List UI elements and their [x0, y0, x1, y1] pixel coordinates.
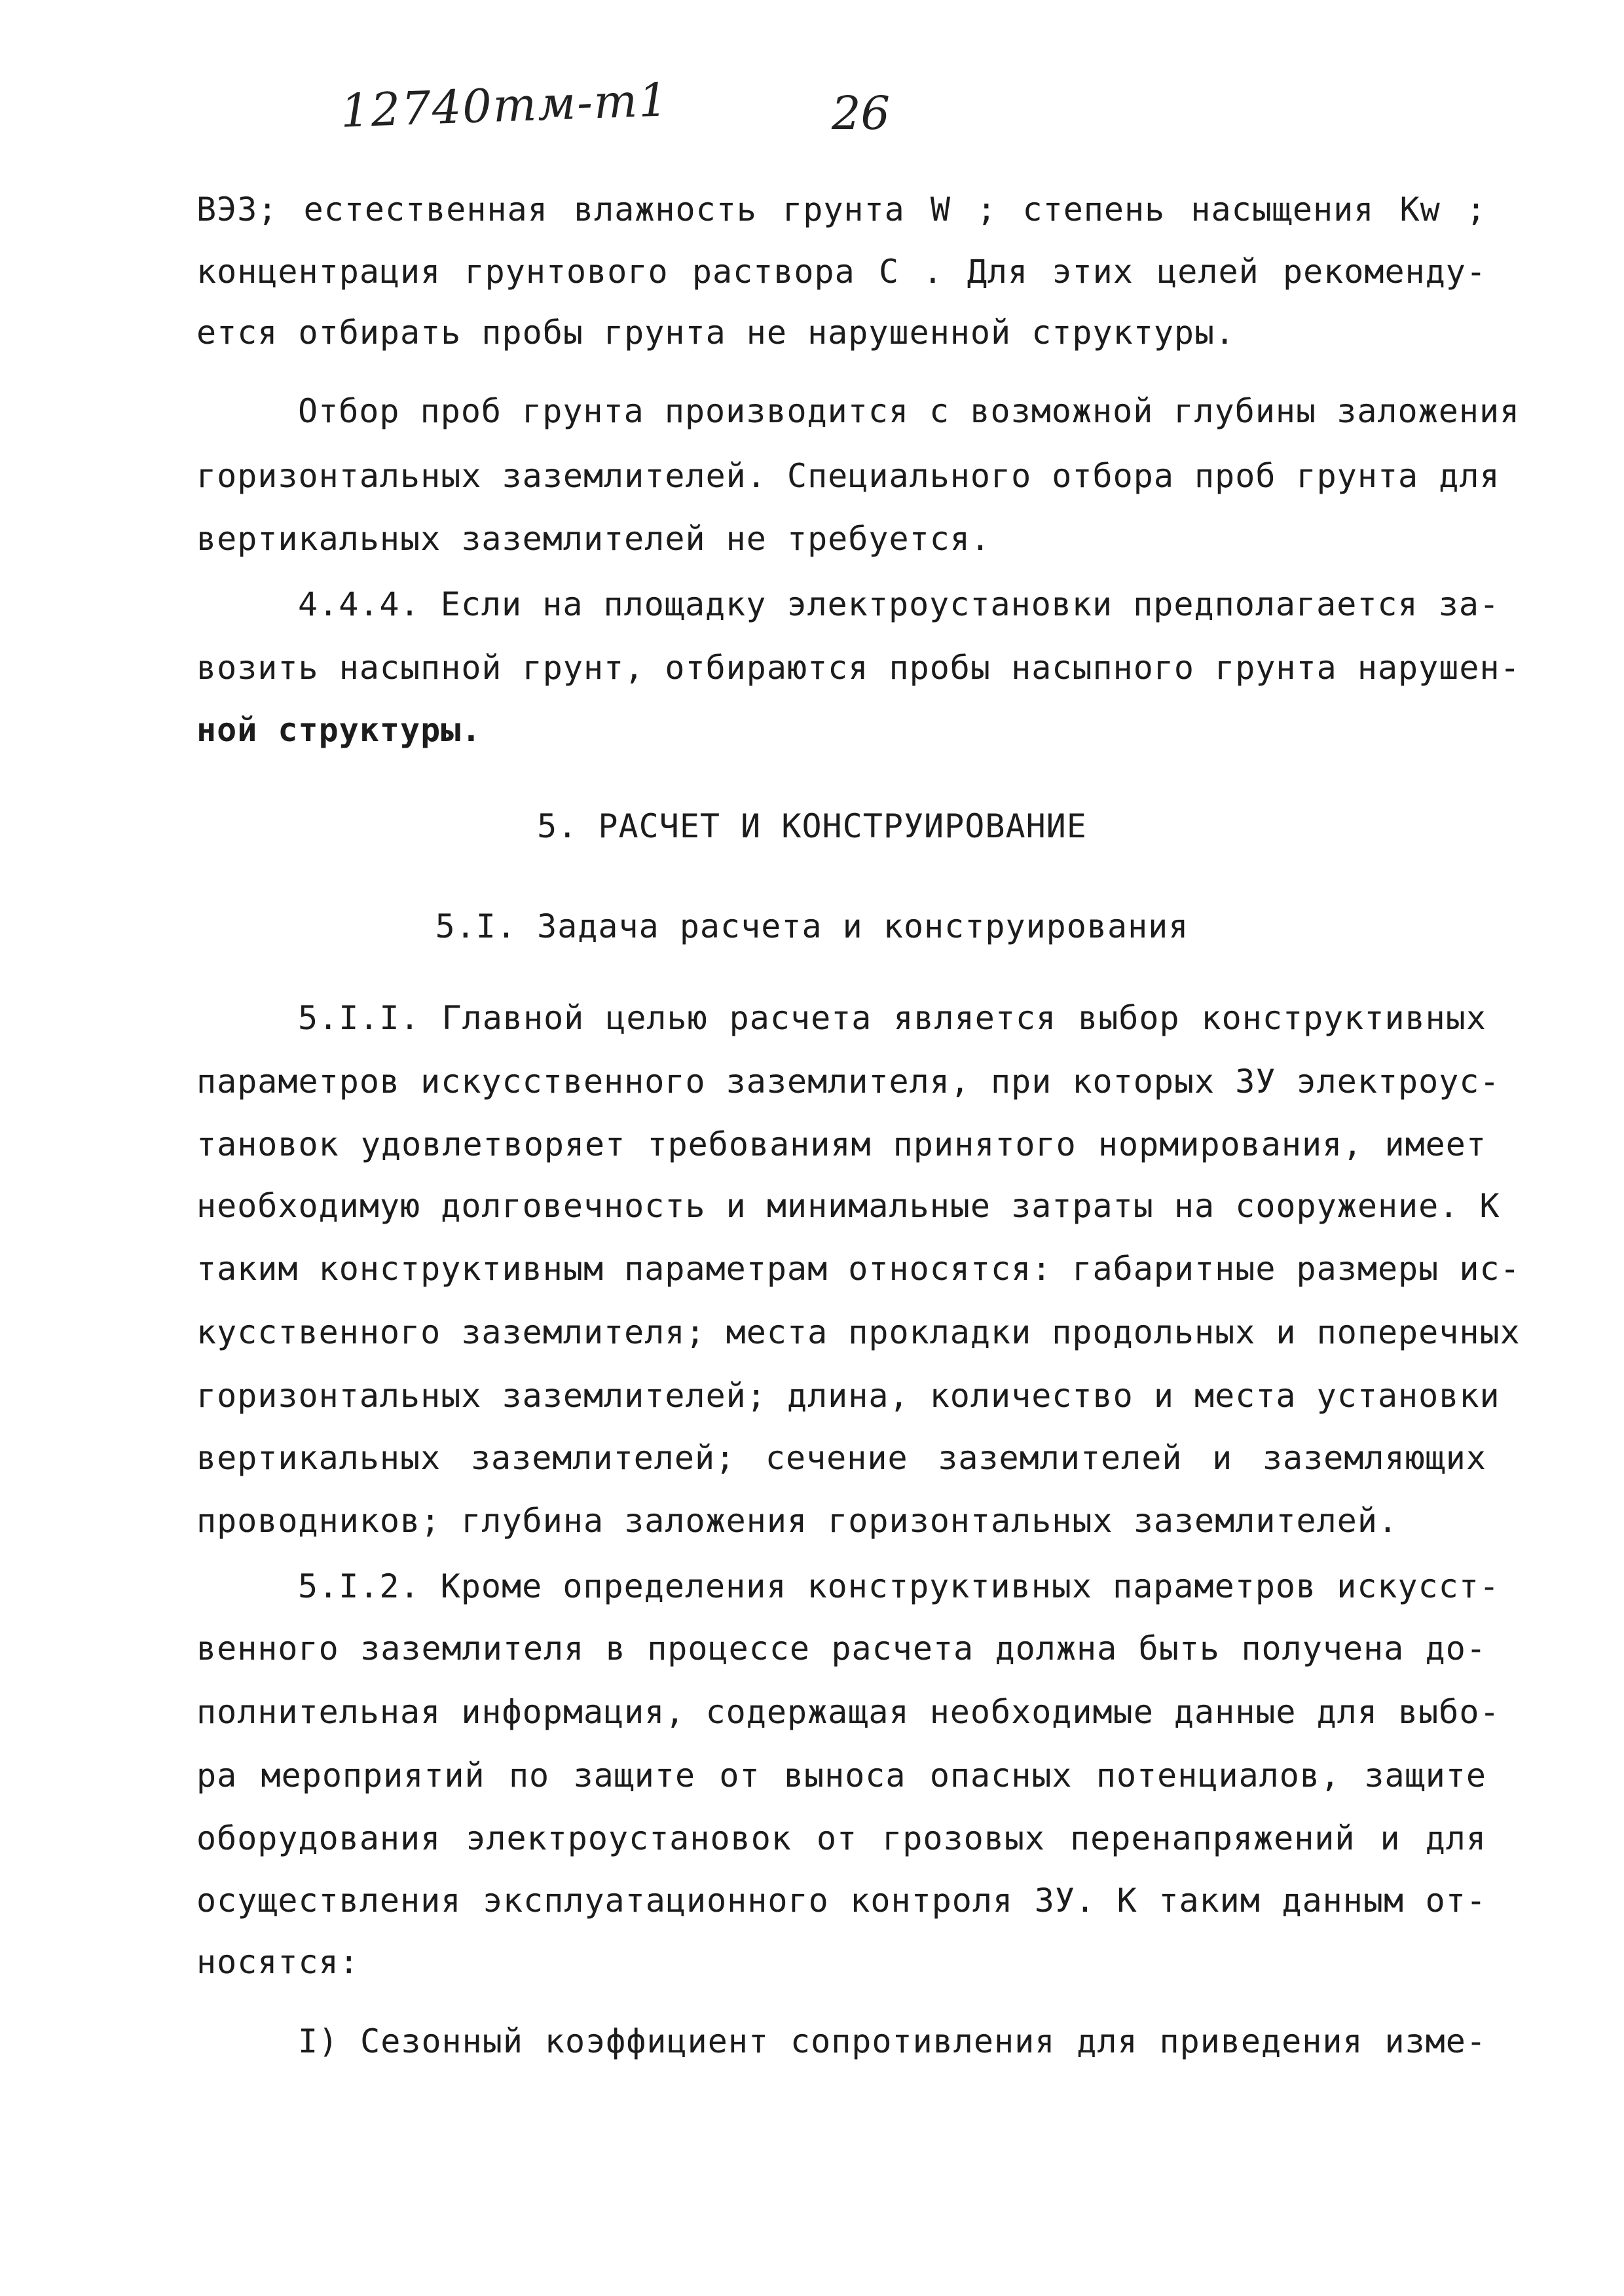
- text-line: 5.I.2. Кроме определения конструктивных параметров искусст-: [298, 1567, 1500, 1605]
- text-line: проводников; глубина заложения горизонтальных заземлителей.: [196, 1502, 1399, 1540]
- text-line: горизонтальных заземлителей; длина, количество и места установки: [196, 1377, 1500, 1415]
- text-line: параметров искусственного заземлителя, при которых ЗУ электроус-: [196, 1063, 1500, 1101]
- text-line: ной структуры.: [196, 711, 482, 749]
- text-line: Отбор проб грунта производится с возможной глубины заложения: [298, 392, 1521, 430]
- text-line: необходимую долговечность и минимальные затраты на сооружение. К: [196, 1187, 1500, 1225]
- text-line: возить насыпной грунт, отбираются пробы насыпного грунта нарушен-: [196, 649, 1521, 687]
- text-line: I) Сезонный коэффициент сопротивления для приведения изме-: [298, 2022, 1486, 2060]
- text-line: оборудования электроустановок от грозовых перенапряжений и для: [196, 1819, 1486, 1857]
- text-line: носятся:: [196, 1943, 360, 1981]
- text-line: 5.I.I. Главной целью расчета является выбор конструктивных: [298, 999, 1486, 1037]
- page-number: 26: [832, 86, 891, 140]
- text-line: концентрация грунтового раствора C . Для этих целей рекоменду-: [196, 253, 1486, 291]
- text-line: осуществления эксплуатационного контроля ЗУ. К таким данным от-: [196, 1882, 1486, 1920]
- text-line: полнительная информация, содержащая необходимые данные для выбо-: [196, 1693, 1500, 1731]
- text-line: таким конструктивным параметрам относятся: габаритные размеры ис-: [196, 1250, 1521, 1288]
- document-code: 12740тм-т1: [339, 73, 670, 138]
- section-heading: 5. РАСЧЕТ И КОНСТРУИРОВАНИЕ: [537, 807, 1087, 845]
- text-line: ется отбирать пробы грунта не нарушенной структуры.: [196, 314, 1236, 352]
- text-line: горизонтальных заземлителей. Специального отбора проб грунта для: [196, 457, 1500, 495]
- text-line: 4.4.4. Если на площадку электроустановки предполагается за-: [298, 585, 1500, 623]
- text-line: кусственного заземлителя; места прокладки продольных и поперечных: [196, 1313, 1521, 1351]
- text-line: ра мероприятий по защите от выноса опасных потенциалов, защите: [196, 1757, 1486, 1795]
- text-line: ВЭЗ; естественная влажность грунта W ; степень насыщения Kw ;: [196, 191, 1486, 228]
- text-line: вертикальных заземлителей; сечение заземлителей и заземляющих: [196, 1439, 1486, 1477]
- text-line: венного заземлителя в процессе расчета должна быть получена до-: [196, 1630, 1486, 1667]
- text-line: вертикальных заземлителей не требуется.: [196, 520, 991, 558]
- subsection-heading: 5.I. Задача расчета и конструирования: [435, 907, 1189, 945]
- text-line: тановок удовлетворяет требованиям принятого нормирования, имеет: [196, 1125, 1486, 1163]
